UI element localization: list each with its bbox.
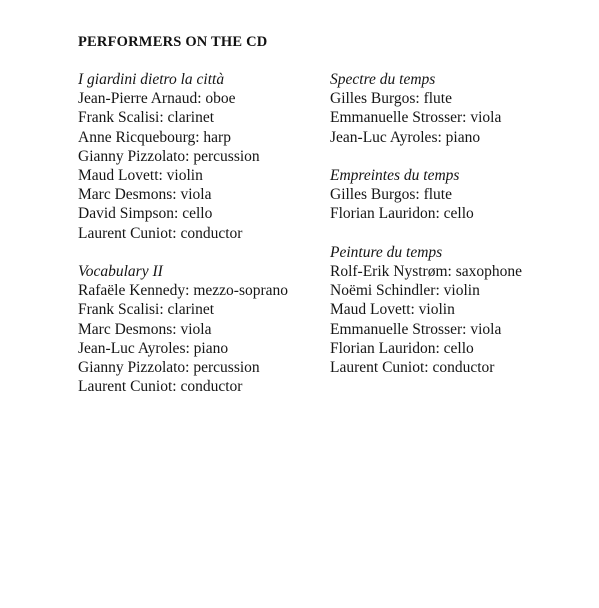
performer-line: Laurent Cuniot: conductor	[330, 359, 495, 377]
performer-line: Emmanuelle Strosser: viola	[330, 109, 502, 127]
performer-line: Maud Lovett: violin	[78, 167, 203, 185]
work-title: Empreintes du temps	[330, 167, 460, 184]
performer-line: Rolf-Erik Nystrøm: saxophone	[330, 263, 523, 280]
performer-line: Gianny Pizzolato: percussion	[78, 147, 260, 165]
performer-line: Rafaële Kennedy: mezzo-soprano	[78, 282, 289, 300]
performer-line: David Simpson: cello	[78, 205, 213, 223]
work-block-i-giardini-dietro-la-citta	[78, 70, 328, 243]
work-title: Peinture du temps	[330, 243, 443, 261]
page-heading: PERFORMERS ON THE CD	[78, 34, 268, 50]
performer-line: Emmanuelle Strosser: viola	[330, 320, 502, 338]
performer-line: Frank Scalisi: clarinet	[78, 301, 215, 319]
work-block-vocabulary-ii	[78, 262, 328, 396]
performer-line: Marc Desmons: viola	[78, 186, 212, 204]
performer-line: Maud Lovett: violin	[330, 301, 455, 319]
performer-line: Jean-Luc Ayroles: piano	[78, 339, 229, 357]
performer-line: Jean-Luc Ayroles: piano	[330, 128, 481, 146]
performer-line: Gilles Burgos: flute	[330, 90, 452, 108]
performer-line: Noëmi Schindler: violin	[330, 282, 480, 300]
performer-line: Marc Desmons: viola	[78, 320, 212, 338]
work-title: Vocabulary II	[78, 263, 163, 281]
performer-line: Florian Lauridon: cello	[330, 339, 474, 357]
work-block-empreintes-du-temps	[330, 166, 590, 224]
work-title: I giardini dietro la città	[78, 71, 225, 88]
performer-line: Frank Scalisi: clarinet	[78, 109, 215, 127]
work-block-spectre-du-temps	[330, 70, 590, 147]
performer-line: Gianny Pizzolato: percussion	[78, 359, 260, 377]
work-title: Spectre du temps	[330, 71, 436, 88]
performer-line: Gilles Burgos: flute	[330, 186, 452, 204]
performer-line: Laurent Cuniot: conductor	[78, 224, 243, 242]
performer-line: Anne Ricquebourg: harp	[78, 128, 231, 146]
performer-line: Florian Lauridon: cello	[330, 205, 474, 223]
left-column	[78, 70, 328, 416]
right-column	[330, 70, 590, 396]
work-block-peinture-du-temps	[330, 243, 590, 377]
performer-line: Laurent Cuniot: conductor	[78, 378, 243, 396]
performer-line: Jean-Pierre Arnaud: oboe	[78, 90, 236, 108]
